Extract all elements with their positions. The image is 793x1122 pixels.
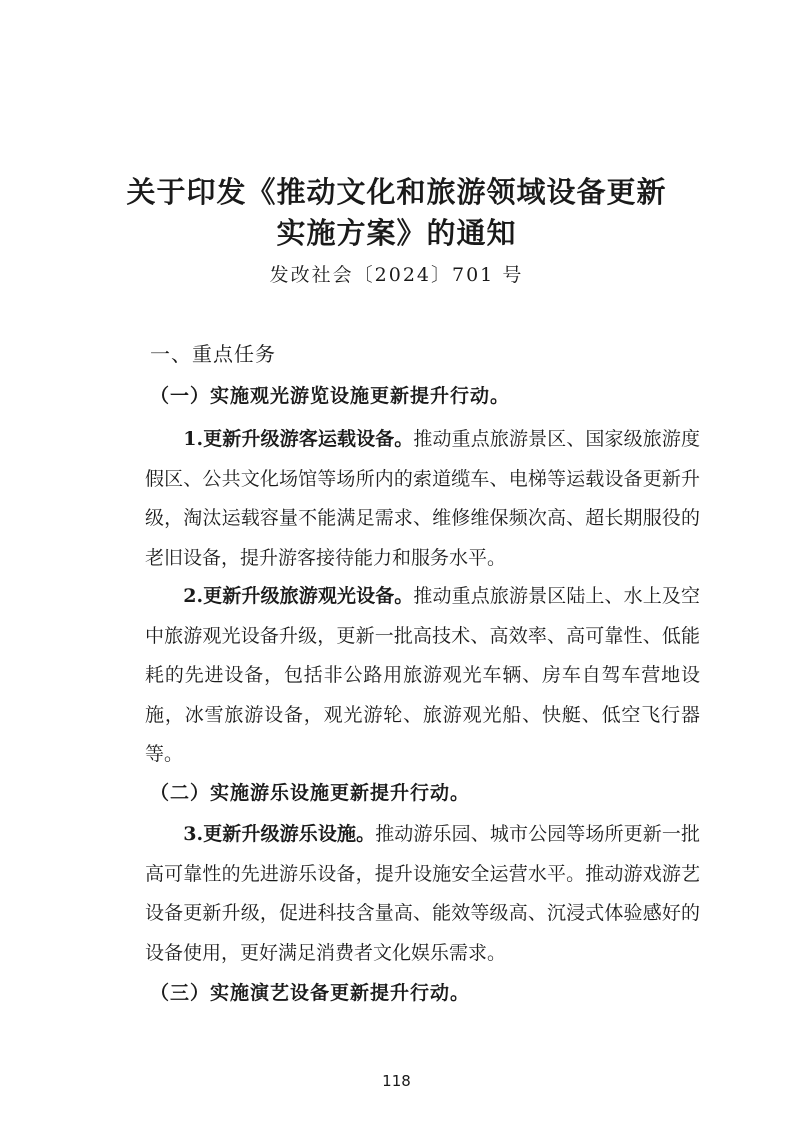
item-lead-1: 1.更新升级游客运载设备。 (183, 428, 414, 450)
document-title-line2: 实施方案》的通知 (276, 216, 517, 250)
item-body-1: 推动重点旅游景区、国家级旅游度假区、公共文化场馆等场所内的索道缆车、电梯等运载设备更新升级，淘汰运载容量不能满足需求、维修维保频次高、超长期服役的老旧设备，提升游客接待能力和服务水平。 (145, 428, 700, 569)
item-lead-3: 3.更新升级游乐设施。 (183, 823, 376, 845)
item-paragraph-1 (145, 420, 700, 578)
document-title-line1: 关于印发《推动文化和旅游领域设备更新 (126, 175, 667, 209)
subsection-heading-2: （二）实施游乐设施更新提升行动。 (150, 782, 471, 804)
item-paragraph-3 (145, 815, 700, 973)
item-body-2: 推动重点旅游景区陆上、水上及空中旅游观光设备升级，更新一批高技术、高效率、高可靠性、低能耗的先进设备，包括非公路用旅游观光车辆、房车自驾车营地设施，冰雪旅游设备，观光游轮、旅游观光船、快艇、低空飞行器等。 (145, 585, 700, 765)
item-paragraph-2 (145, 577, 700, 775)
section-heading: 一、重点任务 (150, 342, 276, 366)
subsection-heading-3: （三）实施演艺设备更新提升行动。 (150, 982, 471, 1004)
item-lead-2: 2.更新升级旅游观光设备。 (183, 585, 414, 607)
subsection-heading-1: （一）实施观光游览设施更新提升行动。 (150, 385, 511, 407)
page-number: 118 (382, 1072, 411, 1090)
document-number: 发改社会〔2024〕701 号 (269, 264, 524, 286)
item-body-3: 推动游乐园、城市公园等场所更新一批高可靠性的先进游乐设备，提升设施安全运营水平。推动游戏游艺设备更新升级，促进科技含量高、能效等级高、沉浸式体验感好的设备使用，更好满足消费者文化娱乐需求。 (145, 823, 700, 964)
